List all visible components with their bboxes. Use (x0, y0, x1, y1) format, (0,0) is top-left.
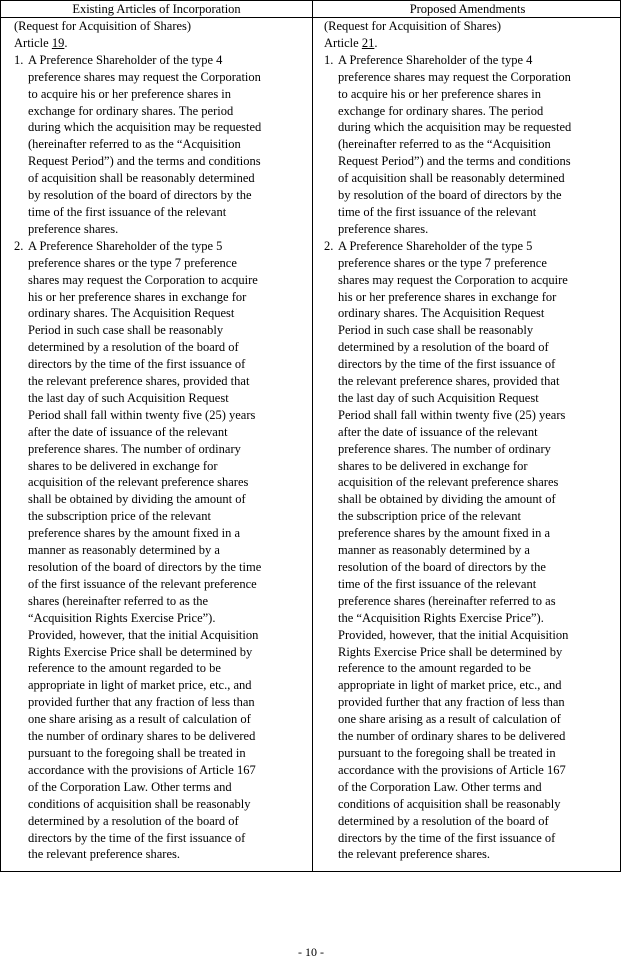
article-item-line (324, 69, 614, 86)
item-text: determined by a resolution of the board of (28, 340, 239, 355)
item-text: “Acquisition Rights Exercise Price”). (28, 610, 216, 625)
item-text: Provided, however, that the initial Acquisition (28, 627, 259, 642)
article-item-line (324, 272, 614, 289)
article-item-line (14, 593, 304, 610)
article-prefix: Article (14, 35, 52, 50)
article-item-line (14, 745, 304, 762)
item-text: pursuant to the foregoing shall be treated in (28, 745, 246, 760)
item-text: preference shares (hereinafter referred to as (338, 593, 556, 608)
article-item-line (324, 627, 614, 644)
article-item-line (14, 170, 304, 187)
item-text: A Preference Shareholder of the type 4 (28, 52, 223, 67)
article-item-line (324, 221, 614, 238)
item-text: accordance with the provisions of Article 167 (28, 762, 256, 777)
article-item-line (14, 627, 304, 644)
article-item-line (14, 694, 304, 711)
item-text: during which the acquisition may be requested (28, 120, 262, 135)
article-suffix: . (64, 35, 68, 50)
item-text: Period shall fall within twenty five (25) years (28, 407, 256, 422)
item-text: A Preference Shareholder of the type 4 (338, 52, 533, 67)
article-item-line (324, 711, 614, 728)
article-items (14, 52, 304, 864)
article-item-line (14, 779, 304, 796)
article-item-line (324, 238, 614, 255)
article-item-line (324, 390, 614, 407)
header-existing-articles: Existing Articles of Incorporation (72, 2, 241, 16)
article-item-line (14, 458, 304, 475)
article-item-line (324, 610, 614, 627)
item-text: of the Corporation Law. Other terms and (338, 779, 542, 794)
item-number: 1. (324, 52, 334, 67)
item-text: (hereinafter referred to as the “Acquisition (28, 137, 241, 152)
item-text: Period shall fall within twenty five (25) years (338, 407, 566, 422)
article-item-line (14, 525, 304, 542)
article-item-line (324, 491, 614, 508)
item-text: acquisition of the relevant preference shares (338, 475, 559, 490)
article-item-line (324, 576, 614, 593)
article-item-line (14, 441, 304, 458)
item-text: preference shares. (338, 221, 429, 236)
item-text: (hereinafter referred to as the “Acquisition (338, 137, 551, 152)
article-item-line (14, 272, 304, 289)
article-item-line (14, 846, 304, 863)
article-item-line (14, 221, 304, 238)
article-item-line (324, 508, 614, 525)
item-text: manner as reasonably determined by a (28, 543, 220, 558)
article-item-line (14, 356, 304, 373)
item-text: shares (hereinafter referred to as the (28, 593, 209, 608)
article-item-line (324, 677, 614, 694)
item-text: after the date of issuance of the relevant (28, 424, 228, 439)
item-text: of the first issuance of the relevant preference (28, 576, 257, 591)
item-text: by resolution of the board of directors by the (338, 188, 562, 203)
item-text: directors by the time of the first issuance of (338, 830, 556, 845)
article-item-line (14, 255, 304, 272)
item-text: the relevant preference shares, provided that (28, 374, 250, 389)
article-item-line (14, 339, 304, 356)
item-text: during which the acquisition may be requested (338, 120, 572, 135)
item-text: Request Period”) and the terms and conditions (28, 154, 261, 169)
proposed-amendments-column (324, 18, 614, 863)
item-text: preference shares by the amount fixed in a (28, 526, 241, 541)
article-item-line (14, 305, 304, 322)
item-text: directors by the time of the first issuance of (28, 830, 246, 845)
article-item-line (324, 289, 614, 306)
item-text: the relevant preference shares, provided that (338, 374, 560, 389)
article-item-line (14, 424, 304, 441)
item-text: the “Acquisition Rights Exercise Price”). (338, 610, 544, 625)
article-item-line (14, 762, 304, 779)
item-text: reference to the amount regarded to be (28, 661, 221, 676)
article-item-line (14, 407, 304, 424)
article-heading (324, 35, 614, 52)
article-item-line (324, 474, 614, 491)
item-text: acquisition of the relevant preference shares (28, 475, 249, 490)
article-items (324, 52, 614, 864)
item-text: directors by the time of the first issuance of (28, 357, 246, 372)
item-text: determined by a resolution of the board of (338, 813, 549, 828)
item-text: accordance with the provisions of Article 167 (338, 762, 566, 777)
article-item-line (324, 779, 614, 796)
article-item-line (14, 103, 304, 120)
item-text: preference shares. The number of ordinary (338, 441, 551, 456)
item-text: conditions of acquisition shall be reasonably (338, 796, 561, 811)
article-item-line (14, 677, 304, 694)
article-number: 19 (51, 35, 65, 50)
article-item-line (14, 373, 304, 390)
item-text: Rights Exercise Price shall be determined by (338, 644, 563, 659)
article-number: 21 (361, 35, 375, 50)
item-text: manner as reasonably determined by a (338, 543, 530, 558)
article-item-line (14, 796, 304, 813)
item-text: to acquire his or her preference shares in (338, 86, 542, 101)
article-item-line (324, 745, 614, 762)
article-item-line (324, 441, 614, 458)
article-item-line (14, 559, 304, 576)
item-text: Provided, however, that the initial Acquisition (338, 627, 569, 642)
article-item-line (324, 187, 614, 204)
article-item-line (14, 728, 304, 745)
article-item-line (324, 830, 614, 847)
item-text: provided further that any fraction of less than (28, 695, 255, 710)
article-item-line (14, 542, 304, 559)
page-number: - 10 - (298, 945, 324, 959)
article-item-line (324, 593, 614, 610)
item-text: Request Period”) and the terms and conditions (338, 154, 571, 169)
article-item-line (324, 170, 614, 187)
item-text: preference shares. (28, 221, 119, 236)
item-text: of the Corporation Law. Other terms and (28, 779, 232, 794)
article-item-line (324, 153, 614, 170)
article-item-line (324, 373, 614, 390)
item-number: 2. (324, 238, 334, 253)
article-item-line (14, 644, 304, 661)
item-text: time of the first issuance of the relevant (338, 204, 537, 219)
item-text: time of the first issuance of the relevant (338, 576, 537, 591)
item-text: resolution of the board of directors by the time (28, 560, 262, 574)
item-text: appropriate in light of market price, etc., and (28, 678, 252, 693)
item-text: directors by the time of the first issuance of (338, 357, 556, 372)
article-item-line (324, 813, 614, 830)
item-number: 1. (14, 52, 24, 67)
item-text: the last day of such Acquisition Request (28, 390, 229, 405)
article-item-line (324, 796, 614, 813)
item-text: ordinary shares. The Acquisition Request (338, 306, 545, 321)
article-item-line (14, 711, 304, 728)
article-item-line (14, 204, 304, 221)
item-text: after the date of issuance of the relevant (338, 424, 538, 439)
item-text: shares may request the Corporation to acquire (28, 272, 258, 287)
article-item-line (14, 86, 304, 103)
article-item-line (14, 474, 304, 491)
article-item-line (324, 407, 614, 424)
article-item-line (324, 103, 614, 120)
item-text: shares to be delivered in exchange for (338, 458, 528, 473)
item-text: preference shares or the type 7 preference (28, 255, 237, 270)
article-item-line (14, 813, 304, 830)
article-item-line (14, 610, 304, 627)
item-text: reference to the amount regarded to be (338, 661, 531, 676)
article-item-line (14, 390, 304, 407)
article-prefix: Article (324, 35, 362, 50)
item-text: conditions of acquisition shall be reasonably (28, 796, 251, 811)
article-item-line (324, 660, 614, 677)
article-item-line (324, 255, 614, 272)
article-item-line (324, 204, 614, 221)
item-text: shares to be delivered in exchange for (28, 458, 218, 473)
item-text: shall be obtained by dividing the amount of (28, 492, 246, 507)
item-text: shall be obtained by dividing the amount of (338, 492, 556, 507)
item-text: the subscription price of the relevant (28, 509, 211, 524)
item-text: Period in such case shall be reasonably (338, 323, 534, 338)
item-text: determined by a resolution of the board of (28, 813, 239, 828)
article-item-line (324, 728, 614, 745)
article-item-line (14, 153, 304, 170)
article-item-line (14, 69, 304, 86)
item-text: one share arising as a result of calculation of (28, 712, 251, 727)
article-item-line (14, 119, 304, 136)
item-text: determined by a resolution of the board of (338, 340, 549, 355)
article-item-line (324, 52, 614, 69)
item-text: A Preference Shareholder of the type 5 (338, 238, 533, 253)
article-item-line (324, 119, 614, 136)
item-text: pursuant to the foregoing shall be treated in (338, 745, 556, 760)
item-text: his or her preference shares in exchange for (28, 289, 247, 304)
section-heading: (Request for Acquisition of Shares) (14, 19, 192, 33)
item-text: shares may request the Corporation to acquire (338, 272, 568, 287)
item-text: of acquisition shall be reasonably determined (338, 171, 565, 186)
item-text: his or her preference shares in exchange for (338, 289, 557, 304)
article-item-line (324, 762, 614, 779)
article-heading (14, 35, 304, 52)
article-item-line (324, 559, 614, 576)
article-item-line (324, 694, 614, 711)
existing-articles-column (14, 18, 304, 863)
article-item-line (14, 187, 304, 204)
section-heading: (Request for Acquisition of Shares) (324, 19, 502, 33)
header-proposed-amendments: Proposed Amendments (409, 2, 526, 16)
article-item-line (324, 86, 614, 103)
item-text: appropriate in light of market price, etc., and (338, 678, 562, 693)
article-item-line (324, 424, 614, 441)
item-text: exchange for ordinary shares. The period (28, 103, 234, 118)
column-divider (312, 1, 313, 871)
item-text: preference shares may request the Corporation (338, 69, 571, 84)
article-item-line (324, 339, 614, 356)
item-text: A Preference Shareholder of the type 5 (28, 238, 223, 253)
item-text: the subscription price of the relevant (338, 509, 521, 524)
item-text: resolution of the board of directors by the (338, 560, 546, 574)
item-text: the relevant preference shares. (338, 847, 490, 862)
item-text: of acquisition shall be reasonably determined (28, 171, 255, 186)
article-item-line (14, 830, 304, 847)
article-item-line (324, 458, 614, 475)
item-text: the last day of such Acquisition Request (338, 390, 539, 405)
item-text: preference shares. The number of ordinary (28, 441, 241, 456)
article-item-line (14, 52, 304, 69)
article-item-line (324, 542, 614, 559)
article-item-line (14, 322, 304, 339)
article-item-line (324, 846, 614, 863)
item-text: provided further that any fraction of less than (338, 695, 565, 710)
item-text: preference shares or the type 7 preference (338, 255, 547, 270)
item-text: preference shares may request the Corporation (28, 69, 261, 84)
item-text: Period in such case shall be reasonably (28, 323, 224, 338)
item-text: Rights Exercise Price shall be determined by (28, 644, 253, 659)
item-text: the relevant preference shares. (28, 847, 180, 862)
item-text: ordinary shares. The Acquisition Request (28, 306, 235, 321)
item-text: to acquire his or her preference shares in (28, 86, 232, 101)
article-item-line (324, 136, 614, 153)
article-item-line (324, 525, 614, 542)
item-text: exchange for ordinary shares. The period (338, 103, 544, 118)
item-text: preference shares by the amount fixed in a (338, 526, 551, 541)
article-item-line (14, 136, 304, 153)
article-item-line (14, 289, 304, 306)
article-item-line (14, 660, 304, 677)
article-item-line (14, 508, 304, 525)
article-item-line (14, 238, 304, 255)
item-text: by resolution of the board of directors by the (28, 188, 252, 203)
item-text: the number of ordinary shares to be delivered (28, 729, 256, 744)
article-suffix: . (374, 35, 378, 50)
item-text: time of the first issuance of the relevant (28, 204, 227, 219)
article-item-line (14, 491, 304, 508)
article-item-line (324, 644, 614, 661)
article-item-line (324, 356, 614, 373)
article-item-line (14, 576, 304, 593)
item-number: 2. (14, 238, 24, 253)
article-item-line (324, 322, 614, 339)
item-text: one share arising as a result of calculation of (338, 712, 561, 727)
article-item-line (324, 305, 614, 322)
item-text: the number of ordinary shares to be delivered (338, 729, 566, 744)
